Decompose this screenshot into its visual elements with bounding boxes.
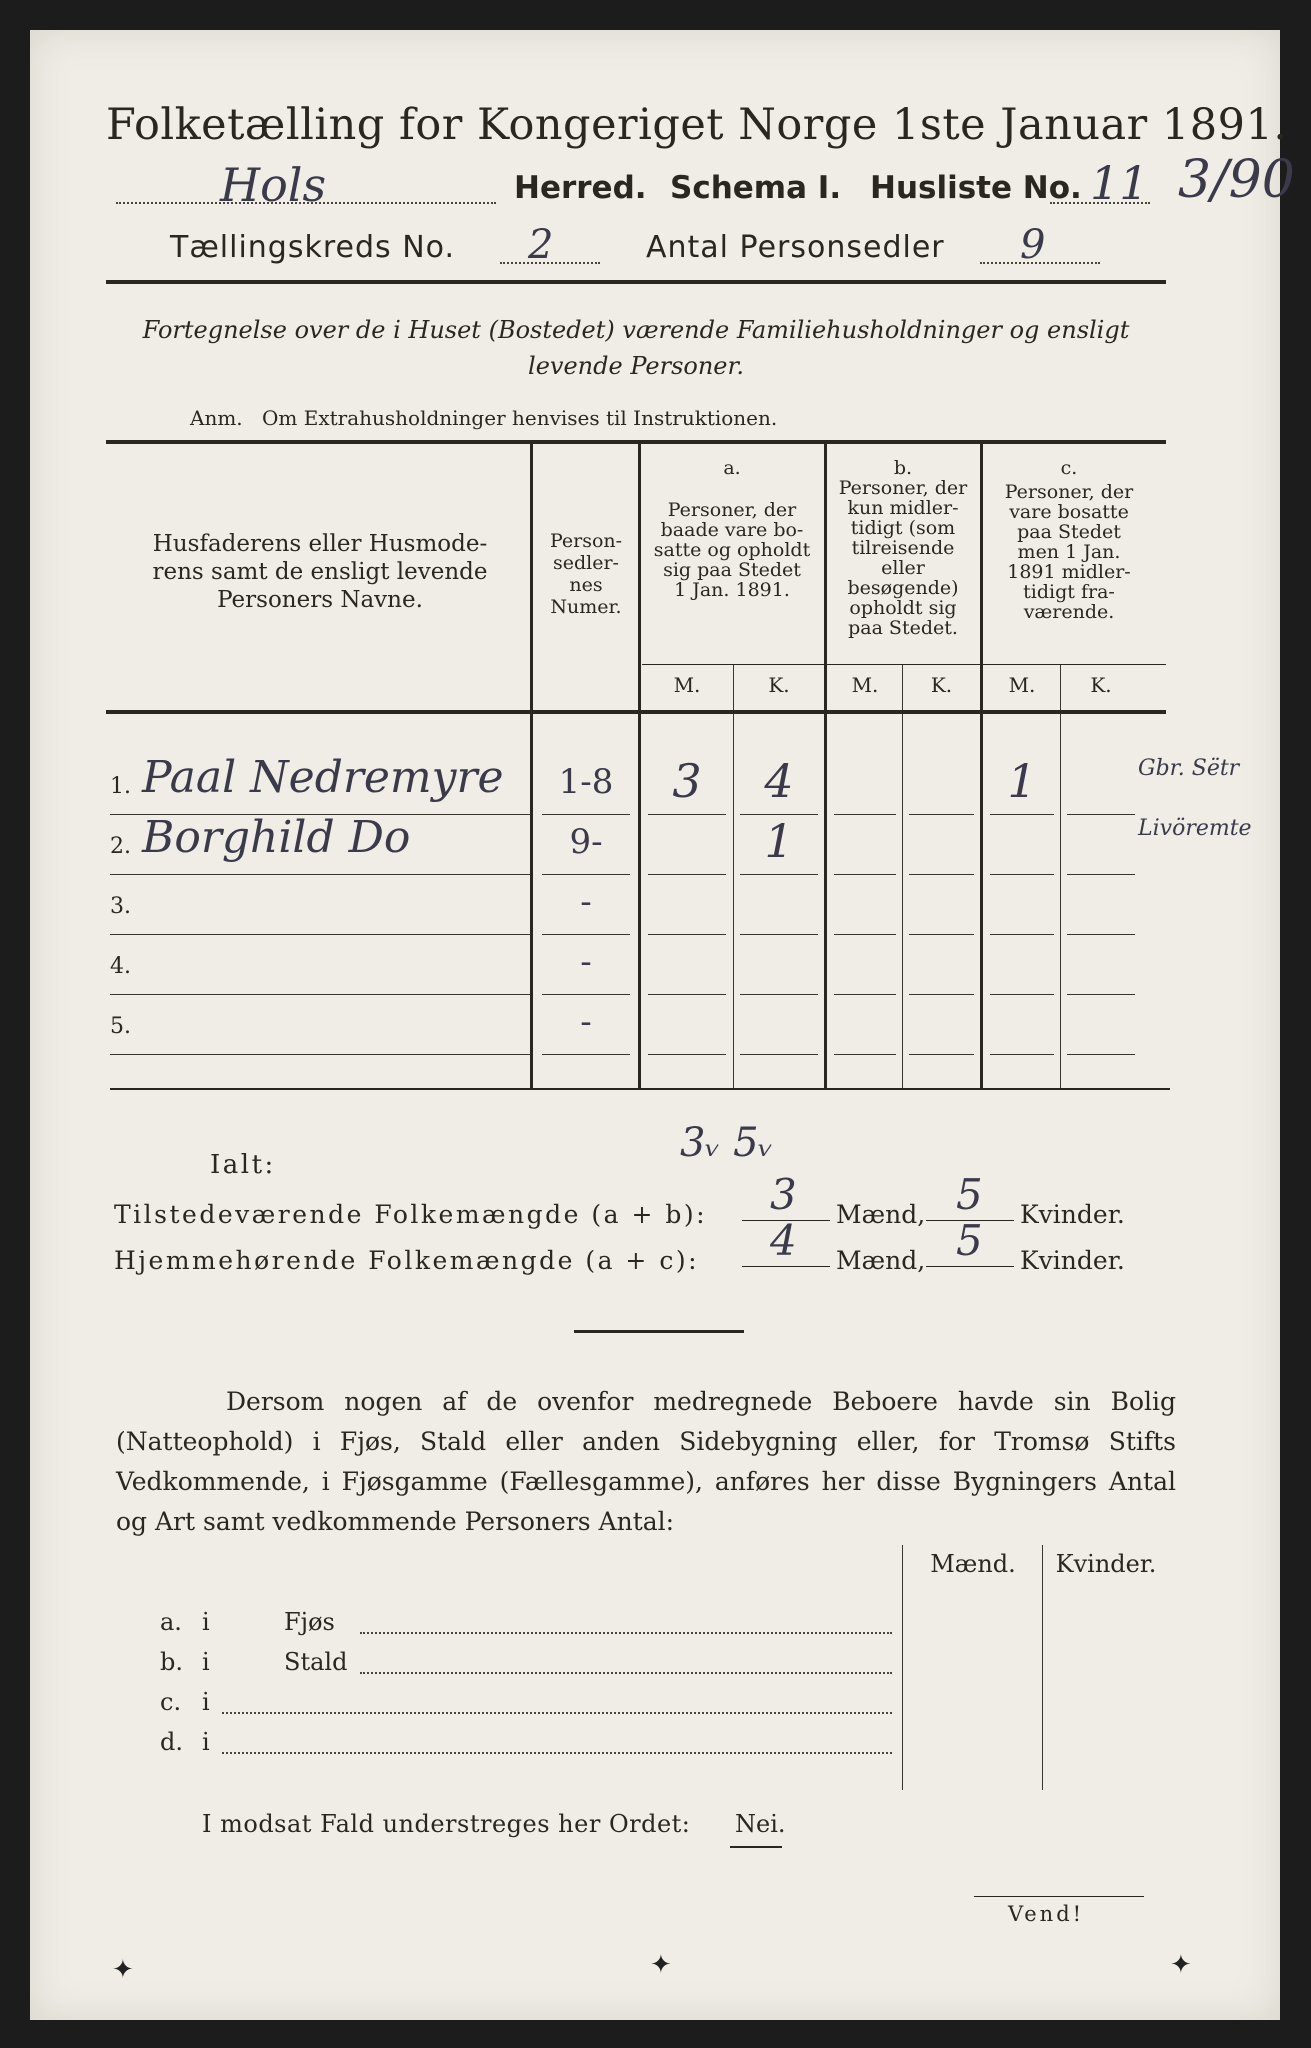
row-margin-note: Livöremte	[1138, 816, 1252, 841]
tilstede-label: Tilstedeværende Folkemængde (a + b):	[114, 1200, 708, 1229]
row-cell-line	[834, 874, 896, 875]
row-cell-line	[648, 1054, 726, 1055]
bottom-item-i: i	[202, 1608, 210, 1636]
bottom-item-dotline	[222, 1712, 892, 1714]
col-sep-cMK	[1060, 665, 1061, 1088]
corner-mark-left: ✦	[112, 1955, 134, 1985]
row-number: 1.	[110, 774, 131, 799]
bottom-item-i: i	[202, 1688, 210, 1716]
modsat-text: I modsat Fald understreges her Ordet:	[202, 1810, 691, 1838]
kreds-label: Tællingskreds No.	[170, 230, 455, 265]
header-bottom-rule	[106, 710, 1166, 714]
row-cell-line	[834, 1054, 896, 1055]
col-sep-aMK	[733, 665, 734, 1088]
row-number: 5.	[110, 1014, 131, 1039]
row-cell-line	[740, 874, 818, 875]
form-title: Folketælling for Kongeriget Norge 1ste Januar 1891.	[106, 100, 1288, 150]
hjemme-kvinder: Kvinder.	[1020, 1246, 1125, 1275]
schema-label: Schema I.	[670, 170, 842, 206]
row-cell-line	[990, 934, 1054, 935]
nei-underline	[730, 1846, 782, 1848]
row-cell-line	[648, 934, 726, 935]
row-name-line	[110, 874, 530, 875]
row-person-name: Borghild Do	[142, 812, 411, 863]
row-cell-line	[740, 1054, 818, 1055]
row-cell-line	[909, 1054, 974, 1055]
row-person-name: Paal Nedremyre	[142, 752, 504, 803]
col-sep-num	[638, 444, 641, 1088]
bottom-item-label: Stald	[284, 1648, 348, 1676]
row-number: 4.	[110, 954, 131, 979]
sidebygning-paragraph: Dersom nogen af de ovenfor medregnede Beboere havde sin Bolig (Natteophold) i Fjøs, Stald eller anden Sidebygning eller, for Tromsø Stifts Vedkommende, i Fjøsgamme (Fællesgamme), anføres her disse Bygningers Antal og Art samt vedkommende Personers Antal:	[116, 1387, 1176, 1536]
bottom-col-sep-1	[902, 1545, 903, 1790]
col-sep-bMK	[902, 665, 903, 1088]
antal-value: 9	[1020, 222, 1046, 268]
husliste-value: 11	[1090, 156, 1149, 210]
vend-rule	[974, 1896, 1144, 1897]
row-cell-line	[542, 994, 630, 995]
mk-a-m: M.	[673, 673, 701, 697]
bottom-item-dotline	[222, 1752, 892, 1754]
antal-label: Antal Personsedler	[646, 230, 945, 265]
row-cell-line	[909, 994, 974, 995]
anm-text: Om Extrahusholdninger henvises til Instruktionen.	[262, 406, 778, 430]
row-number: 3.	[110, 894, 131, 919]
mk-top-rule	[642, 664, 1166, 665]
row-cell-line	[542, 874, 630, 875]
row-cell-line	[542, 814, 630, 815]
herred-label: Herred.	[514, 170, 647, 206]
row-cell-num: -	[580, 942, 592, 982]
row-name-line	[110, 934, 530, 935]
row-margin-note: Gbr. Sëtr	[1138, 756, 1240, 781]
tilstede-m-value: 3	[770, 1170, 797, 1219]
bottom-col-sep-2	[1042, 1545, 1043, 1790]
col-sep-b	[980, 444, 983, 1088]
col-c-header: c. Personer, der vare bosatte paa Stedet men 1 Jan. 1891 midler- tidigt fra- værende.	[1004, 457, 1134, 623]
tilstede-k-value: 5	[956, 1170, 983, 1219]
herred-value: Hols	[220, 158, 327, 212]
row-cell-line	[542, 934, 630, 935]
row-cell-aK: 1	[764, 814, 794, 868]
row-cell-aM: 3	[672, 754, 702, 808]
row-cell-line	[1067, 994, 1135, 995]
row-cell-num: 1-8	[558, 762, 614, 802]
bottom-item-dotline	[360, 1632, 892, 1634]
row-cell-line	[740, 994, 818, 995]
intro-line-2: levende Personer.	[528, 352, 744, 380]
row-name-line	[110, 994, 530, 995]
hjemme-maend: Mænd,	[836, 1246, 926, 1275]
row-cell-line	[909, 874, 974, 875]
row-cell-line	[909, 934, 974, 935]
mk-a-k: K.	[768, 673, 790, 697]
kreds-value: 2	[528, 222, 554, 268]
row-cell-line	[834, 814, 896, 815]
mk-c-m: M.	[1008, 673, 1036, 697]
row-cell-line	[1067, 1054, 1135, 1055]
row-cell-line	[909, 814, 974, 815]
bottom-item-dotline	[360, 1672, 892, 1674]
nei-word: Nei.	[735, 1810, 786, 1838]
bottom-item-i: i	[202, 1648, 210, 1676]
corner-mark-right: ✦	[1170, 1950, 1192, 1980]
bottom-col-maend: Mænd.	[930, 1550, 1016, 1578]
col-b-header: b. Personer, der kun midler- tidigt (som tilreisende eller besøgende) opholdt sig paa Stedet.	[838, 457, 968, 639]
col-num-header: Person- sedler- nes Numer.	[549, 530, 623, 618]
col-sep-a	[824, 444, 827, 1088]
table-bottom-rule	[110, 1088, 1170, 1090]
bottom-col-kvinder: Kvinder.	[1055, 1550, 1157, 1578]
col-a-header: a. Personer, der baade vare bo- satte og opholdt sig paa Stedet 1 Jan. 1891.	[653, 457, 811, 601]
row-cell-line	[648, 994, 726, 995]
row-cell-line	[648, 814, 726, 815]
row-cell-line	[834, 994, 896, 995]
hjemme-k-value: 5	[956, 1216, 983, 1265]
header-rule	[106, 280, 1166, 284]
row-cell-line	[990, 874, 1054, 875]
hjemme-label: Hjemmehørende Folkemængde (a + c):	[114, 1246, 699, 1275]
row-cell-line	[1067, 934, 1135, 935]
tilstede-kvinder: Kvinder.	[1020, 1200, 1125, 1229]
hjemme-k-line	[926, 1266, 1014, 1267]
row-cell-cM: 1	[1007, 754, 1037, 808]
hjemme-m-value: 4	[770, 1216, 797, 1265]
row-cell-num: 9-	[569, 822, 603, 862]
row-cell-line	[990, 994, 1054, 995]
ialt-label: Ialt:	[210, 1150, 276, 1180]
bottom-item-letter: d.	[160, 1728, 183, 1756]
corner-mark-center: ✦	[650, 1950, 672, 1980]
bottom-item-label: Fjøs	[284, 1608, 335, 1636]
row-cell-num: -	[580, 1002, 592, 1042]
row-cell-line	[990, 814, 1054, 815]
bottom-item-letter: c.	[160, 1688, 182, 1716]
row-cell-aK: 4	[764, 754, 794, 808]
mk-b-k: K.	[930, 673, 953, 697]
table-top-rule	[106, 440, 1166, 444]
corner-note: 3/90	[1178, 150, 1295, 210]
vend-text: Vend!	[1008, 1902, 1085, 1926]
census-form-page	[30, 30, 1295, 2020]
husliste-label: Husliste No.	[870, 170, 1082, 206]
intro-line-1: Fortegnelse over de i Huset (Bostedet) værende Familiehusholdninger og ensligt	[142, 316, 1130, 344]
col-names-header: Husfaderens eller Husmode- rens samt de ensligt levende Personers Navne.	[152, 531, 488, 613]
row-cell-line	[1067, 814, 1135, 815]
bottom-item-letter: b.	[160, 1648, 183, 1676]
mk-c-k: K.	[1090, 673, 1112, 697]
row-cell-num: -	[580, 882, 592, 922]
col-sep-names	[530, 444, 533, 1088]
anm-label: Anm.	[190, 406, 243, 430]
ialt-marks: 3ᵥ 5ᵥ	[680, 1120, 774, 1166]
row-name-line	[110, 1054, 530, 1055]
row-cell-line	[740, 934, 818, 935]
row-cell-line	[834, 934, 896, 935]
tilstede-maend: Mænd,	[836, 1200, 926, 1229]
short-divider	[574, 1330, 744, 1333]
hjemme-m-line	[742, 1266, 830, 1267]
mk-b-m: M.	[851, 673, 879, 697]
row-number: 2.	[110, 834, 131, 859]
bottom-item-letter: a.	[160, 1608, 182, 1636]
row-cell-line	[1067, 874, 1135, 875]
bottom-item-i: i	[202, 1728, 210, 1756]
row-cell-line	[648, 874, 726, 875]
row-cell-line	[542, 1054, 630, 1055]
row-cell-line	[990, 1054, 1054, 1055]
